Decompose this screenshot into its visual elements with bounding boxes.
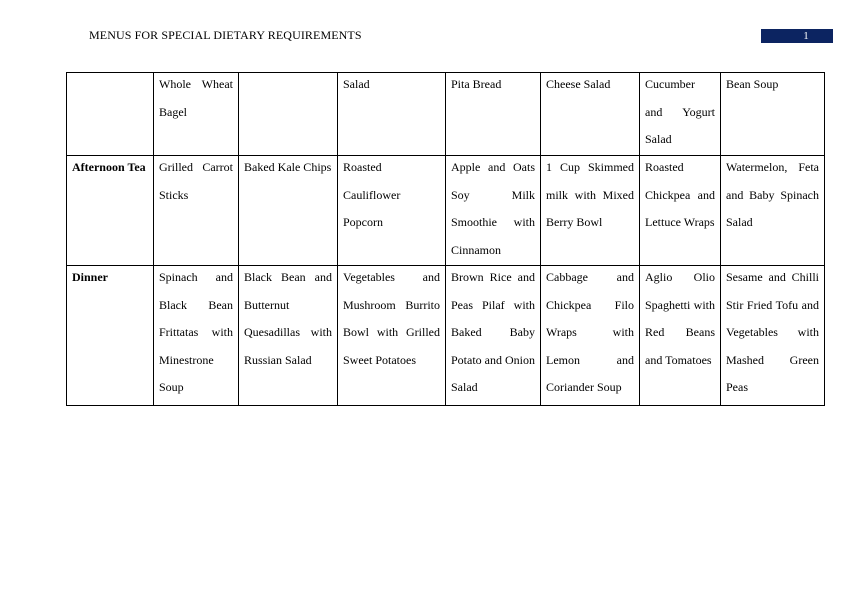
table-row-continued [67, 73, 825, 156]
table-row-dinner [67, 266, 825, 406]
menu-cell: Cheese Salad [541, 73, 640, 156]
menu-cell: Brown Rice and Peas Pilaf with Baked Baby Potato and Onion Salad [446, 266, 541, 406]
table-row-afternoon-tea [67, 156, 825, 266]
menu-cell: Baked Kale Chips [239, 156, 338, 266]
menu-cell: Apple and Oats Soy Milk Smoothie with Cinnamon [446, 156, 541, 266]
menu-cell: Bean Soup [721, 73, 825, 156]
page-number-badge: 1 [761, 29, 833, 43]
meal-label [67, 73, 154, 156]
menu-cell: Salad [338, 73, 446, 156]
menu-cell: Cabbage and Chickpea Filo Wraps with Lemon and Coriander Soup [541, 266, 640, 406]
menu-cell: Vegetables and Mushroom Burrito Bowl with Grilled Sweet Potatoes [338, 266, 446, 406]
menu-cell: Whole Wheat Bagel [154, 73, 239, 156]
meal-label: Dinner [67, 266, 154, 406]
menu-cell: Grilled Carrot Sticks [154, 156, 239, 266]
menu-cell: Pita Bread [446, 73, 541, 156]
menu-cell: Spinach and Black Bean Frittatas with Minestrone Soup [154, 266, 239, 406]
menu-cell [239, 73, 338, 156]
running-header-title: MENUS FOR SPECIAL DIETARY REQUIREMENTS [89, 28, 362, 42]
menu-cell: Black Bean and Butternut Quesadillas with Russian Salad [239, 266, 338, 406]
menu-cell: Watermelon, Feta and Baby Spinach Salad [721, 156, 825, 266]
menu-cell: 1 Cup Skimmed milk with Mixed Berry Bowl [541, 156, 640, 266]
menu-table [66, 72, 825, 406]
meal-label: Afternoon Tea [67, 156, 154, 266]
menu-cell: Roasted Cauliflower Popcorn [338, 156, 446, 266]
menu-cell: Sesame and Chilli Stir Fried Tofu and Vegetables with Mashed Green Peas [721, 266, 825, 406]
menu-cell: Roasted Chickpea and Lettuce Wraps [640, 156, 721, 266]
menu-cell: Aglio Olio Spaghetti with Red Beans and Tomatoes [640, 266, 721, 406]
menu-cell: Cucumber and Yogurt Salad [640, 73, 721, 156]
